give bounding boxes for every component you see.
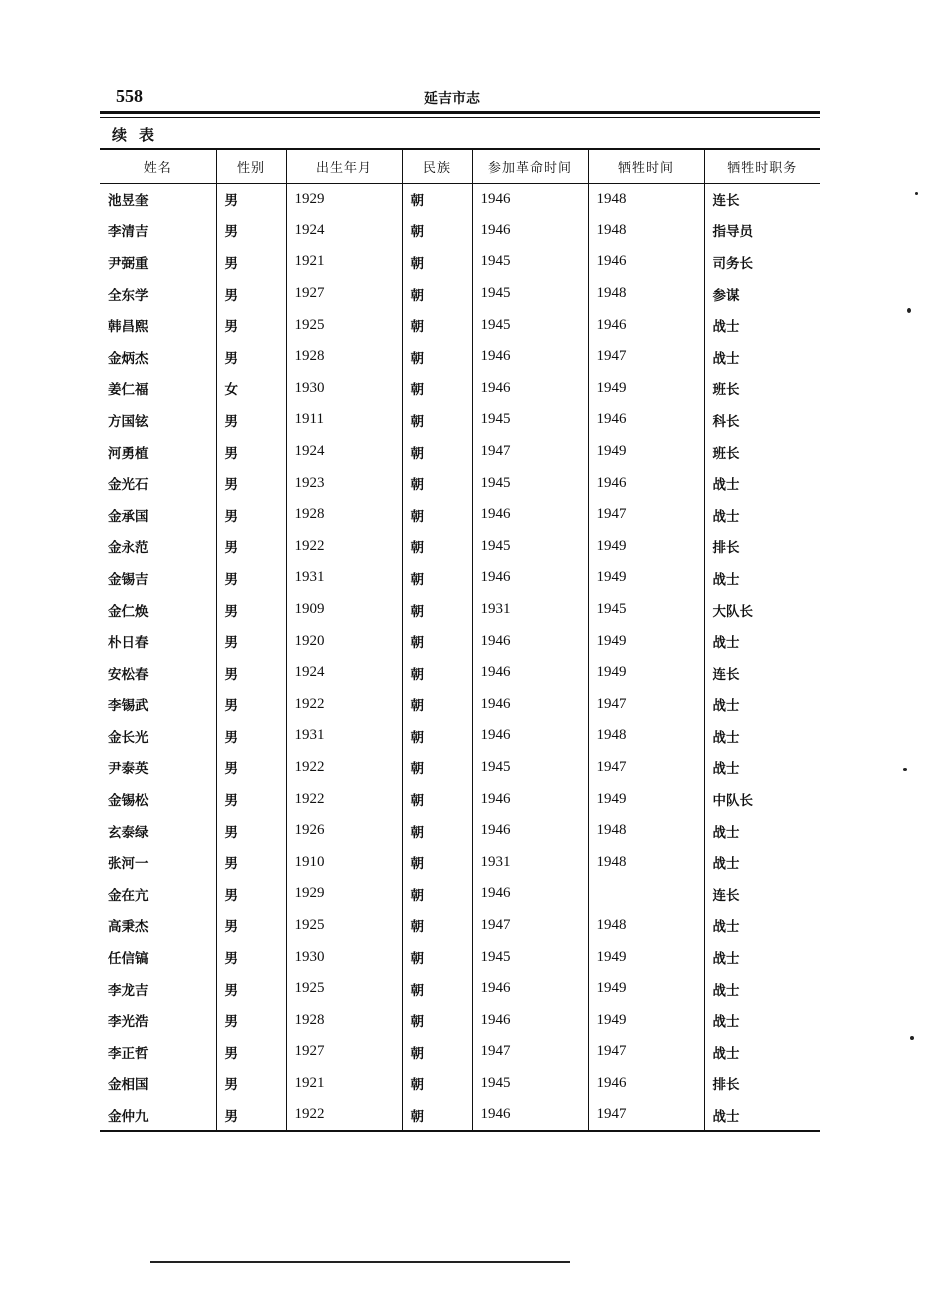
cell-post: 战士 — [704, 1036, 820, 1068]
cell-ethnicity: 朝 — [402, 657, 472, 689]
scan-speck — [915, 192, 918, 195]
cell-post: 司务长 — [704, 246, 820, 278]
table-row — [100, 341, 820, 373]
table-row — [100, 373, 820, 405]
cell-gender: 男 — [216, 215, 286, 247]
cell-birth-year: 1928 — [286, 499, 402, 531]
cell-post: 排长 — [704, 531, 820, 563]
cell-gender: 男 — [216, 657, 286, 689]
cell-ethnicity: 朝 — [402, 846, 472, 878]
cell-ethnicity: 朝 — [402, 689, 472, 721]
running-title: 延吉市志 — [424, 91, 480, 107]
cell-gender: 男 — [216, 467, 286, 499]
cell-name: 金光石 — [108, 477, 149, 494]
cell-post: 参谋 — [704, 278, 820, 310]
header-rule-thick — [100, 111, 820, 114]
cell-death-year: 1948 — [588, 278, 704, 310]
cell-gender: 男 — [216, 910, 286, 942]
cell-birth-year: 1923 — [286, 467, 402, 499]
table-header-row — [100, 149, 820, 183]
cell-gender: 男 — [216, 973, 286, 1005]
cell-post: 战士 — [704, 941, 820, 973]
cell-joined-year: 1946 — [472, 720, 588, 752]
cell-birth-year: 1929 — [286, 878, 402, 910]
cell-post: 中队长 — [704, 783, 820, 815]
cell-birth-year: 1927 — [286, 278, 402, 310]
cell-death-year: 1947 — [588, 1036, 704, 1068]
cell-gender: 男 — [216, 783, 286, 815]
cell-name: 李清吉 — [108, 224, 149, 241]
table-row — [100, 625, 820, 657]
cell-post: 战士 — [704, 341, 820, 373]
cell-name: 金仲九 — [100, 1099, 216, 1131]
cell-death-year: 1949 — [588, 783, 704, 815]
cell-ethnicity: 朝 — [402, 436, 472, 468]
cell-name: 李正哲 — [108, 1045, 149, 1062]
table-row — [100, 846, 820, 878]
cell-ethnicity: 朝 — [402, 341, 472, 373]
cell-gender: 男 — [216, 941, 286, 973]
cell-name: 金永范 — [108, 540, 149, 557]
cell-name: 河勇植 — [108, 445, 149, 462]
cell-ethnicity: 朝 — [402, 562, 472, 594]
table-row — [100, 878, 820, 910]
cell-name: 高秉杰 — [108, 919, 149, 936]
cell-post: 科长 — [704, 404, 820, 436]
cell-joined-year: 1947 — [472, 910, 588, 942]
cell-birth-year: 1931 — [286, 720, 402, 752]
cell-death-year: 1946 — [588, 309, 704, 341]
cell-death-year: 1946 — [588, 246, 704, 278]
table-row — [100, 657, 820, 689]
cell-post: 指导员 — [704, 215, 820, 247]
cell-post: 班长 — [704, 436, 820, 468]
cell-joined-year: 1946 — [472, 183, 588, 215]
cell-joined-year: 1945 — [472, 1068, 588, 1100]
cell-gender: 男 — [216, 1004, 286, 1036]
cell-ethnicity: 朝 — [402, 278, 472, 310]
cell-ethnicity: 朝 — [402, 499, 472, 531]
cell-birth-year: 1922 — [286, 752, 402, 784]
cell-gender: 男 — [216, 1099, 286, 1131]
cell-ethnicity: 朝 — [402, 625, 472, 657]
cell-name: 任信镐 — [108, 951, 149, 968]
table-row — [100, 594, 820, 626]
cell-joined-year: 1946 — [472, 215, 588, 247]
table-row — [100, 752, 820, 784]
cell-birth-year: 1930 — [286, 373, 402, 405]
cell-birth-year: 1909 — [286, 594, 402, 626]
cell-gender: 男 — [216, 436, 286, 468]
cell-name: 金锡吉 — [108, 571, 149, 588]
cell-gender: 女 — [216, 373, 286, 405]
cell-post: 战士 — [704, 625, 820, 657]
cell-ethnicity: 朝 — [402, 878, 472, 910]
table-row — [100, 183, 820, 215]
cell-ethnicity: 朝 — [402, 246, 472, 278]
cell-death-year: 1949 — [588, 373, 704, 405]
cell-post: 连长 — [704, 183, 820, 215]
cell-death-year: 1948 — [588, 183, 704, 215]
cell-name: 朴日春 — [108, 635, 149, 652]
cell-birth-year: 1911 — [286, 404, 402, 436]
cell-birth-year: 1928 — [286, 341, 402, 373]
cell-ethnicity: 朝 — [402, 373, 472, 405]
cell-birth-year: 1926 — [286, 815, 402, 847]
cell-death-year: 1947 — [588, 752, 704, 784]
cell-joined-year: 1946 — [472, 1099, 588, 1131]
cell-gender: 男 — [216, 499, 286, 531]
cell-death-year: 1949 — [588, 973, 704, 1005]
cell-name: 金承国 — [108, 508, 149, 525]
cell-name: 李锡武 — [108, 698, 149, 715]
cell-death-year — [588, 878, 704, 910]
cell-gender: 男 — [216, 625, 286, 657]
cell-gender: 男 — [216, 562, 286, 594]
cell-post: 战士 — [704, 720, 820, 752]
cell-gender: 男 — [216, 404, 286, 436]
cell-name: 李龙吉 — [108, 982, 149, 999]
cell-gender: 男 — [216, 689, 286, 721]
cell-birth-year: 1922 — [286, 783, 402, 815]
cell-birth-year: 1910 — [286, 846, 402, 878]
cell-joined-year: 1945 — [472, 404, 588, 436]
cell-joined-year: 1931 — [472, 594, 588, 626]
scan-speck — [903, 768, 907, 771]
cell-post: 战士 — [704, 910, 820, 942]
cell-name: 金长光 — [108, 729, 149, 746]
table-body — [100, 183, 820, 1131]
cell-joined-year: 1945 — [472, 278, 588, 310]
cell-gender: 男 — [216, 1068, 286, 1100]
cell-post: 排长 — [704, 1068, 820, 1100]
cell-birth-year: 1924 — [286, 215, 402, 247]
cell-joined-year: 1946 — [472, 973, 588, 1005]
cell-ethnicity: 朝 — [402, 815, 472, 847]
cell-death-year: 1949 — [588, 436, 704, 468]
table-row — [100, 1099, 820, 1131]
cell-post: 战士 — [704, 973, 820, 1005]
cell-ethnicity: 朝 — [402, 215, 472, 247]
cell-post: 战士 — [704, 752, 820, 784]
table-row — [100, 1036, 820, 1068]
cell-birth-year: 1931 — [286, 562, 402, 594]
cell-birth-year: 1922 — [286, 531, 402, 563]
cell-joined-year: 1946 — [472, 1004, 588, 1036]
cell-ethnicity: 朝 — [402, 531, 472, 563]
cell-gender: 男 — [216, 846, 286, 878]
cell-death-year: 1949 — [588, 531, 704, 563]
cell-joined-year: 1946 — [472, 562, 588, 594]
cell-ethnicity: 朝 — [402, 1036, 472, 1068]
cell-birth-year: 1928 — [286, 1004, 402, 1036]
cell-name: 金仁焕 — [108, 603, 149, 620]
cell-birth-year: 1922 — [286, 1099, 402, 1131]
cell-joined-year: 1946 — [472, 625, 588, 657]
header-rule-thin — [100, 117, 820, 118]
cell-gender: 男 — [216, 594, 286, 626]
cell-post: 班长 — [704, 373, 820, 405]
cell-name: 张河一 — [108, 856, 149, 873]
table-row — [100, 720, 820, 752]
table-row — [100, 246, 820, 278]
column-header-death: 牺牲时间 — [588, 149, 704, 183]
cell-gender: 男 — [216, 278, 286, 310]
cell-name: 金相国 — [108, 1077, 149, 1094]
cell-joined-year: 1946 — [472, 657, 588, 689]
cell-ethnicity: 朝 — [402, 720, 472, 752]
cell-post: 连长 — [704, 878, 820, 910]
cell-joined-year: 1946 — [472, 815, 588, 847]
column-header-post: 牺牲时职务 — [704, 149, 820, 183]
cell-joined-year: 1946 — [472, 499, 588, 531]
cell-name: 安松春 — [108, 666, 149, 683]
cell-name: 尹弼重 — [108, 255, 149, 272]
table-row — [100, 910, 820, 942]
cell-birth-year: 1925 — [286, 309, 402, 341]
cell-joined-year: 1945 — [472, 309, 588, 341]
cell-post: 战士 — [704, 309, 820, 341]
cell-death-year: 1949 — [588, 625, 704, 657]
cell-post: 战士 — [704, 1099, 820, 1131]
table-row — [100, 215, 820, 247]
cell-death-year: 1946 — [588, 404, 704, 436]
cell-joined-year: 1945 — [472, 531, 588, 563]
cell-gender: 男 — [216, 720, 286, 752]
cell-death-year: 1947 — [588, 689, 704, 721]
cell-birth-year: 1930 — [286, 941, 402, 973]
cell-gender: 男 — [216, 246, 286, 278]
cell-birth-year: 1921 — [286, 246, 402, 278]
cell-death-year: 1949 — [588, 562, 704, 594]
table-row — [100, 1004, 820, 1036]
cell-death-year: 1948 — [588, 215, 704, 247]
cell-ethnicity: 朝 — [402, 910, 472, 942]
cell-joined-year: 1946 — [472, 878, 588, 910]
cell-joined-year: 1947 — [472, 1036, 588, 1068]
table-row — [100, 973, 820, 1005]
cell-gender: 男 — [216, 752, 286, 784]
page-number: 558 — [116, 86, 143, 106]
column-header-birth: 出生年月 — [286, 149, 402, 183]
cell-name: 全东学 — [108, 287, 149, 304]
table-row — [100, 783, 820, 815]
cell-gender: 男 — [216, 878, 286, 910]
cell-ethnicity: 朝 — [402, 594, 472, 626]
cell-joined-year: 1945 — [472, 467, 588, 499]
cell-post: 战士 — [704, 689, 820, 721]
cell-birth-year: 1927 — [286, 1036, 402, 1068]
cell-death-year: 1949 — [588, 941, 704, 973]
table-row — [100, 309, 820, 341]
cell-post: 连长 — [704, 657, 820, 689]
table-row — [100, 404, 820, 436]
cell-death-year: 1948 — [588, 846, 704, 878]
cell-ethnicity: 朝 — [402, 467, 472, 499]
cell-death-year: 1946 — [588, 1068, 704, 1100]
cell-post: 战士 — [704, 467, 820, 499]
table-row — [100, 815, 820, 847]
cell-joined-year: 1946 — [472, 341, 588, 373]
cell-joined-year: 1945 — [472, 246, 588, 278]
cell-gender: 男 — [216, 341, 286, 373]
cell-ethnicity: 朝 — [402, 1004, 472, 1036]
cell-ethnicity: 朝 — [402, 941, 472, 973]
page-bottom-rule — [150, 1261, 570, 1263]
cell-birth-year: 1921 — [286, 1068, 402, 1100]
cell-ethnicity: 朝 — [402, 752, 472, 784]
cell-ethnicity: 朝 — [402, 783, 472, 815]
scan-speck — [907, 308, 911, 313]
cell-name: 池昱奎 — [108, 193, 149, 210]
table-row — [100, 941, 820, 973]
cell-ethnicity: 朝 — [402, 973, 472, 1005]
cell-ethnicity: 朝 — [402, 404, 472, 436]
cell-name: 金炳杰 — [108, 350, 149, 367]
cell-death-year: 1947 — [588, 499, 704, 531]
cell-birth-year: 1920 — [286, 625, 402, 657]
table-row — [100, 467, 820, 499]
cell-death-year: 1947 — [588, 1099, 704, 1131]
cell-post: 战士 — [704, 499, 820, 531]
cell-ethnicity: 朝 — [402, 183, 472, 215]
cell-post: 大队长 — [704, 594, 820, 626]
cell-death-year: 1948 — [588, 720, 704, 752]
table-row — [100, 689, 820, 721]
cell-name: 李光浩 — [108, 1014, 149, 1031]
cell-joined-year: 1946 — [472, 373, 588, 405]
cell-death-year: 1947 — [588, 341, 704, 373]
cell-ethnicity: 朝 — [402, 1068, 472, 1100]
cell-name: 尹泰英 — [108, 761, 149, 778]
table-row — [100, 562, 820, 594]
cell-birth-year: 1922 — [286, 689, 402, 721]
cell-joined-year: 1947 — [472, 436, 588, 468]
cell-name: 韩昌熙 — [108, 319, 149, 336]
cell-birth-year: 1924 — [286, 436, 402, 468]
column-header-name: 姓名 — [100, 149, 216, 183]
cell-death-year: 1949 — [588, 657, 704, 689]
cell-gender: 男 — [216, 309, 286, 341]
martyrs-table — [100, 148, 820, 1132]
cell-joined-year: 1946 — [472, 783, 588, 815]
cell-name: 方国铉 — [108, 413, 149, 430]
cell-post: 战士 — [704, 1004, 820, 1036]
cell-gender: 男 — [216, 1036, 286, 1068]
column-header-gender: 性别 — [216, 149, 286, 183]
cell-gender: 男 — [216, 531, 286, 563]
cell-joined-year: 1946 — [472, 689, 588, 721]
column-header-ethnicity: 民族 — [402, 149, 472, 183]
cell-death-year: 1945 — [588, 594, 704, 626]
cell-post: 战士 — [704, 846, 820, 878]
cell-birth-year: 1925 — [286, 973, 402, 1005]
cell-name: 金在亢 — [108, 887, 149, 904]
cell-birth-year: 1929 — [286, 183, 402, 215]
table-row — [100, 499, 820, 531]
continued-table-label: 续表 — [112, 126, 167, 144]
table-row — [100, 1068, 820, 1100]
cell-death-year: 1949 — [588, 1004, 704, 1036]
cell-name: 姜仁福 — [108, 382, 149, 399]
cell-birth-year: 1924 — [286, 657, 402, 689]
cell-death-year: 1948 — [588, 910, 704, 942]
cell-post: 战士 — [704, 562, 820, 594]
cell-ethnicity: 朝 — [402, 309, 472, 341]
cell-gender: 男 — [216, 183, 286, 215]
cell-death-year: 1946 — [588, 467, 704, 499]
cell-death-year: 1948 — [588, 815, 704, 847]
cell-post: 战士 — [704, 815, 820, 847]
cell-joined-year: 1945 — [472, 752, 588, 784]
column-header-joined: 参加革命时间 — [472, 149, 588, 183]
cell-ethnicity: 朝 — [402, 1099, 472, 1131]
cell-name: 金锡松 — [108, 793, 149, 810]
cell-joined-year: 1931 — [472, 846, 588, 878]
table-row — [100, 531, 820, 563]
cell-gender: 男 — [216, 815, 286, 847]
cell-name: 玄泰绿 — [108, 824, 149, 841]
table-row — [100, 436, 820, 468]
table-row — [100, 278, 820, 310]
cell-joined-year: 1945 — [472, 941, 588, 973]
scan-speck — [910, 1036, 914, 1040]
cell-birth-year: 1925 — [286, 910, 402, 942]
